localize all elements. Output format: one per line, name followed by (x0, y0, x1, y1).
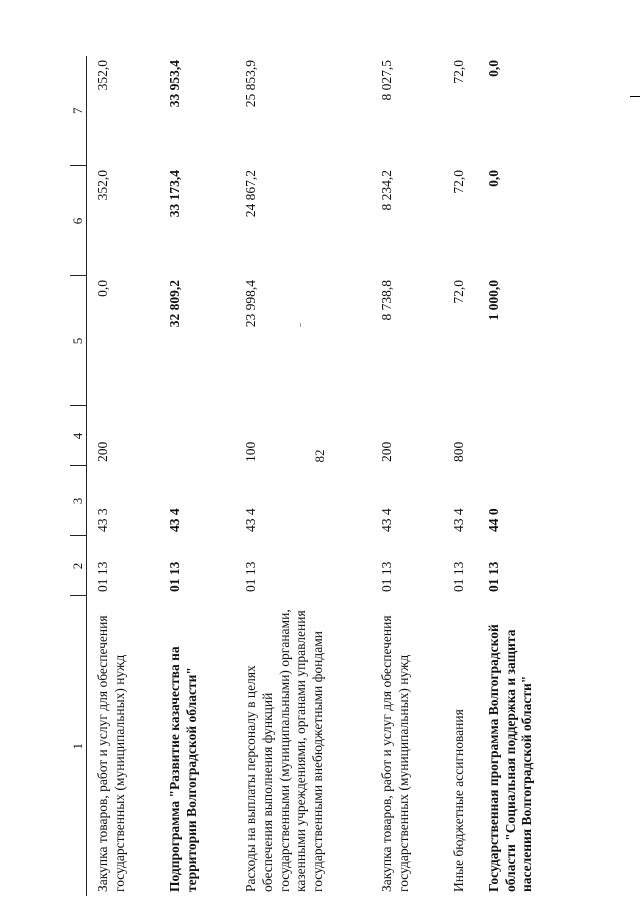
row-value-7: 33 953,4 (166, 60, 182, 108)
table-row (87, 56, 159, 896)
row-value-6: 0,0 (485, 170, 501, 187)
row-expense-type: 200 (378, 441, 394, 462)
row-target: 43 4 (166, 508, 182, 532)
row-expense-type: 200 (95, 441, 111, 462)
row-target: 43 4 (450, 508, 466, 532)
row-expense-type (478, 406, 578, 466)
table-row (478, 56, 578, 896)
row-section: 01 13 (95, 561, 111, 592)
row-value-5: 72,0 (450, 280, 466, 304)
row-section: 01 13 (166, 561, 182, 592)
col-header-3: 3 (70, 466, 87, 536)
table-row (443, 56, 478, 896)
row-value-7: 8 027,5 (378, 60, 394, 101)
row-name: Расходы на выплаты персоналу в целях обеспечения выполнения функций государственными (муниципальными) органами, казенными учреждениями, органами управления государственными внебюджетными фондами (242, 609, 326, 892)
row-expense-type: 100 (242, 441, 258, 462)
col-header-6: 6 (70, 166, 87, 276)
scan-mark (630, 96, 640, 97)
row-value-6: 72,0 (450, 170, 466, 194)
table-row (159, 56, 235, 896)
row-target: 43 3 (95, 508, 111, 532)
row-name: Государственная программа Волгоградской области "Социальная поддержка и защита населения Волгоградской области" (485, 624, 535, 892)
row-value-7: 352,0 (95, 60, 111, 91)
row-value-6: 24 867,2 (242, 170, 258, 218)
row-section: 01 13 (242, 561, 258, 592)
col-header-4: 4 (70, 406, 87, 466)
row-section: 01 13 (450, 561, 466, 592)
row-section: 01 13 (485, 561, 501, 592)
row-section: 01 13 (378, 561, 394, 592)
row-name: Закупка товаров, работ и услуг для обеспечения государственных (муниципальных) нужд (95, 615, 128, 892)
row-value-5: 1 000,0 (485, 280, 501, 321)
table-row (371, 56, 443, 896)
row-value-6: 8 234,2 (378, 170, 394, 211)
row-value-6: 33 173,4 (166, 170, 182, 218)
budget-table-rotated (70, 56, 580, 896)
col-header-1: 1 (70, 596, 87, 896)
row-value-7: 25 853,9 (242, 60, 258, 108)
row-value-6: 352,0 (95, 170, 111, 201)
row-expense-type (159, 406, 235, 466)
row-value-7: 72,0 (450, 60, 466, 84)
page-number: 82 (312, 449, 327, 463)
row-value-5: 32 809,2 (166, 280, 182, 328)
row-target: 43 4 (242, 508, 258, 532)
table-row (235, 56, 371, 896)
col-header-7: 7 (70, 56, 87, 166)
row-expense-type: 800 (450, 441, 466, 462)
row-target: 44 0 (485, 508, 501, 532)
row-value-5: 8 738,8 (378, 280, 394, 321)
row-value-5: 23 998,4 (242, 280, 258, 328)
row-value-5: 0,0 (95, 280, 111, 297)
scan-speck (300, 323, 301, 327)
row-name: Иные бюджетные ассигнования (450, 709, 466, 892)
header-row (70, 56, 87, 896)
budget-table (70, 56, 578, 896)
row-value-7: 0,0 (485, 60, 501, 77)
row-name: Закупка товаров, работ и услуг для обеспечения государственных (муниципальных) нужд (378, 615, 411, 892)
col-header-5: 5 (70, 276, 87, 406)
col-header-2: 2 (70, 536, 87, 596)
row-target: 43 4 (378, 508, 394, 532)
row-name: Подпрограмма "Развитие казачества на территории Волгоградской области" (166, 646, 199, 892)
